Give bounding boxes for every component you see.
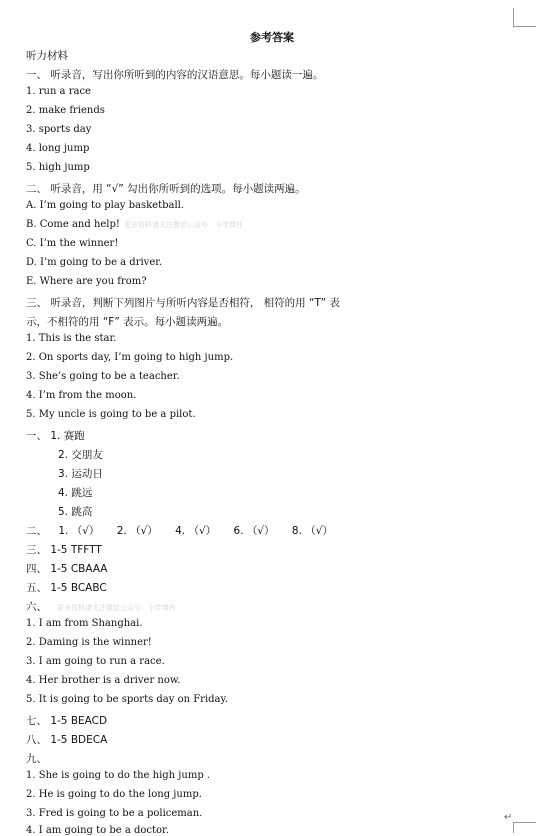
watermark-text: 更多资料请关注微信公众号：小学课件 — [57, 604, 176, 612]
list-item: 1. I am from Shanghai. — [26, 618, 143, 629]
list-item: 1. run a race — [26, 86, 91, 97]
list-item: E. Where are you from? — [26, 276, 147, 287]
list-item: 4. I am going to be a doctor. — [26, 825, 169, 836]
list-item: 5. high jump — [26, 162, 90, 173]
watermark-text: 更多资料请关注微信公众号：小学课件 — [123, 221, 243, 229]
answer3: 三、 1-5 TFFTT — [26, 544, 102, 556]
list-item — [26, 219, 243, 230]
list-item: 5. My uncle is going to be a pilot. — [26, 409, 196, 420]
list-item: D. I’m going to be a driver. — [26, 257, 163, 268]
list-item: 3. She’s going to be a teacher. — [26, 371, 180, 382]
list-item: 3. Fred is going to be a policeman. — [26, 808, 203, 819]
answer8: 八、 1-5 BDECA — [26, 734, 108, 746]
list-item: C. I’m the winner! — [26, 238, 119, 249]
list-item-text: B. Come and help! — [26, 219, 120, 230]
answer1-item: 4. 跳远 — [58, 487, 93, 499]
list-item: 1. She is going to do the high jump . — [26, 770, 211, 781]
answer2-option: 6. （√） — [233, 525, 275, 537]
answer5: 五、 1-5 BCABC — [26, 582, 107, 594]
part2-heading: 二、 听录音，用 “√” 勾出你所听到的选项。每小题读两遍。 — [26, 183, 306, 195]
page-corner-mark-bottom — [513, 822, 536, 833]
page-corner-mark-top — [513, 8, 536, 27]
part1-heading: 一、 听录音，写出你所听到的内容的汉语意思。每小题读一遍。 — [26, 69, 324, 81]
list-item: 4. Her brother is a driver now. — [26, 675, 181, 686]
list-item: 2. Daming is the winner! — [26, 637, 152, 648]
answer2-option: 8. （√） — [291, 525, 333, 537]
answer1-item: 3. 运动日 — [58, 468, 103, 480]
answer6-label: 六、 — [26, 601, 47, 613]
list-item: 2. make friends — [26, 105, 105, 116]
answer2-option: 1. （√） — [58, 525, 100, 537]
list-item: 2. He is going to do the long jump. — [26, 789, 202, 800]
answer2-row — [26, 523, 333, 538]
list-item: 4. I’m from the moon. — [26, 390, 137, 401]
answer1-item: 2. 交朋友 — [58, 449, 103, 461]
list-item: 4. long jump — [26, 143, 90, 154]
listening-header: 听力材料 — [26, 50, 68, 62]
answer7: 七、 1-5 BEACD — [26, 715, 108, 727]
list-item: A. I’m going to play basketball. — [26, 200, 185, 211]
list-item: 3. sports day — [26, 124, 92, 135]
list-item: 1. This is the star. — [26, 333, 117, 344]
answer9-label: 九、 — [26, 753, 47, 765]
answer4: 四、 1-5 CBAAA — [26, 563, 108, 575]
list-item: 3. I am going to run a race. — [26, 656, 165, 667]
part3-heading-line1: 三、 听录音，判断下列图片与所听内容是否相符， 相符的用 “T” 表 — [26, 297, 340, 309]
answer2-option: 2. （√） — [116, 525, 158, 537]
paragraph-mark: ↵ — [504, 812, 513, 823]
answer6-heading — [26, 599, 176, 614]
answer1-item: 5. 跳高 — [58, 506, 93, 518]
answer1-first: 一、 1. 赛跑 — [26, 430, 85, 442]
answer2-option: 4. （√） — [175, 525, 217, 537]
answer2-label: 二、 — [26, 525, 47, 537]
list-item: 2. On sports day, I’m going to high jump. — [26, 352, 234, 363]
list-item: 5. It is going to be sports day on Friday. — [26, 694, 229, 705]
part3-heading-line2: 示，不相符的用 “F” 表示。每小题读两遍。 — [26, 316, 229, 328]
page-title: 参考答案 — [250, 31, 294, 44]
